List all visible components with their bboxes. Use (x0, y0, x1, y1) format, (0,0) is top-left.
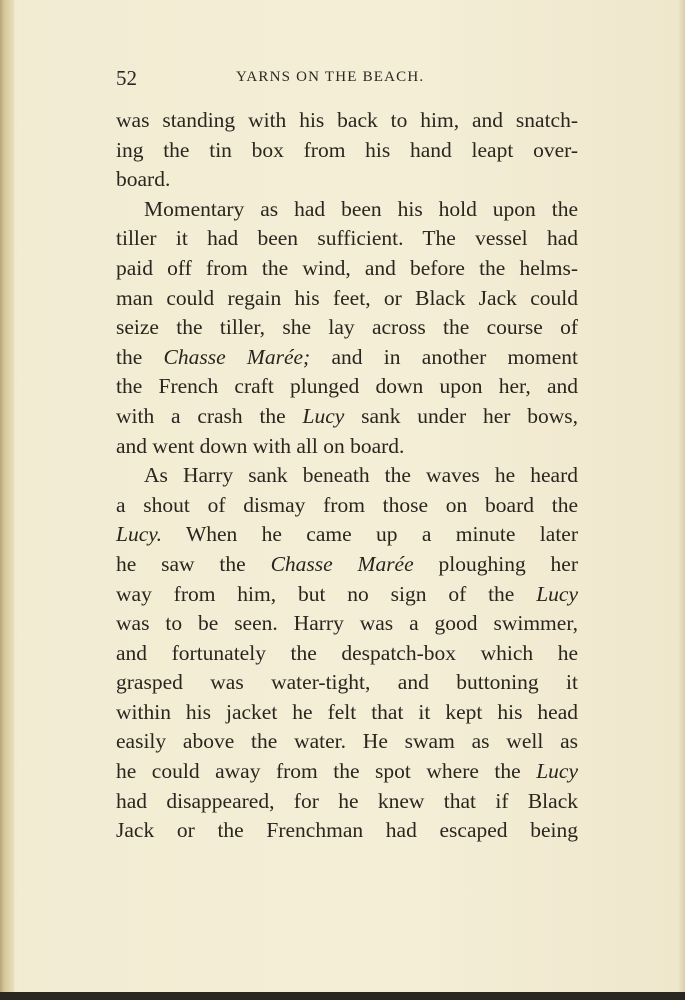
text-segment: and fortunately the despatch-box which he (116, 640, 578, 665)
text-segment: a shout of dismay from those on board the (116, 492, 578, 517)
text-segment: tiller it had been sufficient. The vessel had (116, 226, 578, 251)
text-segment: grasped was water-tight, and buttoning it (116, 670, 578, 695)
running-head-title: YARNS ON THE BEACH. (236, 69, 425, 85)
text-segment: board. (116, 167, 171, 192)
text-segment: and went down with all on board. (116, 433, 405, 458)
text-line (116, 313, 578, 343)
text-line (116, 343, 578, 373)
text-segment: he saw the (116, 551, 271, 576)
text-segment: Momentary as had been his hold upon the (144, 196, 578, 221)
text-segment: the (116, 344, 164, 369)
text-segment: the French craft plunged down upon her, and (116, 374, 578, 399)
text-segment: seize the tiller, she lay across the course of (116, 315, 578, 340)
text-line (116, 787, 578, 817)
text-line (116, 372, 578, 402)
text-segment: easily above the water. He swam as well as (116, 729, 578, 754)
text-segment: sank under her bows, (344, 403, 578, 428)
text-line (116, 106, 578, 136)
text-line (116, 520, 578, 550)
text-segment: way from him, but no sign of the (116, 581, 537, 606)
text-line (116, 609, 578, 639)
italic-text: Lucy. (116, 522, 162, 547)
text-line (116, 195, 578, 225)
text-line (116, 580, 578, 610)
scan-bottom-edge (0, 992, 685, 1000)
text-line (116, 254, 578, 284)
text-segment: ploughing her (413, 551, 579, 576)
text-line (116, 727, 578, 757)
text-segment: was to be seen. Harry was a good swimmer, (116, 611, 578, 636)
italic-text: Lucy (302, 403, 345, 428)
text-line (116, 165, 578, 195)
running-head (116, 66, 576, 90)
page-edge (679, 0, 685, 1000)
text-line (116, 284, 578, 314)
page-number: 52 (116, 66, 137, 90)
text-segment: When he came up a minute later (161, 522, 578, 547)
body-text (116, 106, 578, 846)
text-line (116, 757, 578, 787)
italic-text: Lucy (536, 759, 578, 784)
text-line (116, 461, 578, 491)
text-segment: and in another moment (310, 344, 578, 369)
text-line (116, 491, 578, 521)
italic-text: Chasse Marée; (163, 344, 311, 369)
text-line (116, 816, 578, 846)
text-line (116, 224, 578, 254)
text-segment: within his jacket he felt that it kept his head (116, 699, 578, 724)
italic-text: Lucy (536, 581, 578, 606)
text-segment: had disappeared, for he knew that if Black (116, 788, 578, 813)
italic-text: Chasse Marée (270, 551, 414, 576)
text-line (116, 402, 578, 432)
text-line (116, 639, 578, 669)
text-segment: with a crash the (116, 403, 303, 428)
text-segment: was standing with his back to him, and snatch- (116, 108, 578, 132)
text-segment: he could away from the spot where the (116, 759, 537, 784)
text-line (116, 136, 578, 166)
text-segment: paid off from the wind, and before the helms- (116, 255, 578, 280)
text-line (116, 550, 578, 580)
text-segment: As Harry sank beneath the waves he heard (144, 463, 578, 488)
text-segment: man could regain his feet, or Black Jack could (116, 285, 578, 310)
text-line (116, 668, 578, 698)
text-line (116, 432, 578, 462)
text-segment: Jack or the Frenchman had escaped being (116, 818, 578, 843)
text-segment: ing the tin box from his hand leapt over- (116, 137, 578, 162)
text-line (116, 698, 578, 728)
page-binding-shadow (0, 0, 14, 1000)
